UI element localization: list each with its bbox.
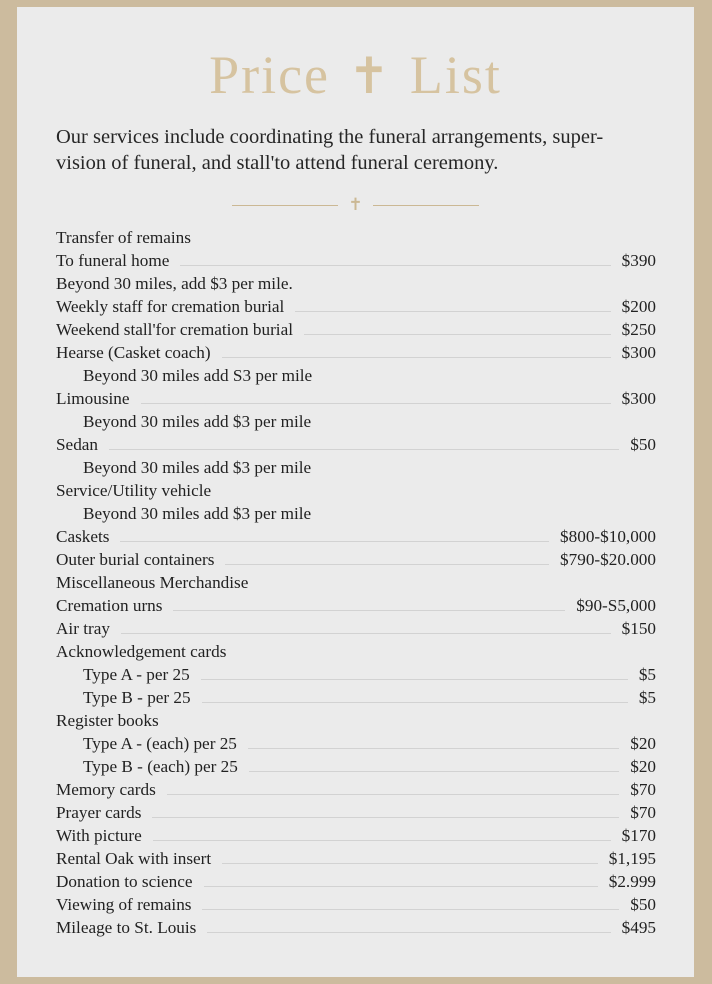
price-row bbox=[56, 573, 656, 596]
leader-line bbox=[249, 771, 619, 772]
item-label: Air tray bbox=[56, 619, 110, 638]
item-label: Beyond 30 miles add $3 per mile bbox=[83, 458, 312, 477]
leader-line bbox=[202, 702, 628, 703]
price-row bbox=[56, 665, 656, 688]
price-row bbox=[56, 734, 656, 757]
item-label: Service/Utility vehicle bbox=[56, 481, 212, 500]
leader-line bbox=[201, 679, 628, 680]
leader-line bbox=[167, 794, 619, 795]
item-price: $50 bbox=[630, 435, 656, 454]
item-price: $90-S5,000 bbox=[576, 596, 656, 615]
price-row bbox=[56, 849, 656, 872]
price-row bbox=[56, 297, 656, 320]
price-row bbox=[56, 596, 656, 619]
item-price: $50 bbox=[630, 895, 656, 914]
item-label: Outer burial containers bbox=[56, 550, 215, 569]
item-price: $2.999 bbox=[608, 872, 656, 891]
page-title bbox=[17, 45, 694, 106]
leader-line bbox=[152, 817, 619, 818]
item-label: Rental Oak with insert bbox=[56, 849, 212, 868]
price-row bbox=[56, 918, 656, 941]
item-price: $495 bbox=[621, 918, 656, 937]
cross-icon: ✝ bbox=[348, 48, 392, 104]
item-price: $390 bbox=[621, 251, 656, 270]
leader-line bbox=[304, 334, 611, 335]
price-row bbox=[56, 550, 656, 573]
leader-line bbox=[222, 357, 611, 358]
leader-line bbox=[222, 863, 598, 864]
ornamental-divider bbox=[17, 193, 694, 217]
item-price: $300 bbox=[621, 389, 656, 408]
price-row bbox=[56, 780, 656, 803]
item-label: Viewing of remains bbox=[56, 895, 192, 914]
item-label: Beyond 30 miles add $3 per mile bbox=[83, 504, 312, 523]
item-label: With picture bbox=[56, 826, 142, 845]
leader-line bbox=[248, 748, 619, 749]
price-list bbox=[56, 228, 656, 941]
price-row bbox=[56, 527, 656, 550]
item-price: $5 bbox=[638, 688, 656, 707]
price-row bbox=[56, 895, 656, 918]
price-row bbox=[56, 872, 656, 895]
item-label: Miscellaneous Merchandise bbox=[56, 573, 249, 592]
price-list-card bbox=[17, 7, 694, 977]
item-label: Memory cards bbox=[56, 780, 156, 799]
item-price: $5 bbox=[638, 665, 656, 684]
price-row bbox=[56, 642, 656, 665]
item-price: $1,195 bbox=[608, 849, 656, 868]
price-row bbox=[56, 389, 656, 412]
intro-line-1: Our services include coordinating the funeral arrangements, super- bbox=[56, 126, 604, 148]
item-label: To funeral home bbox=[56, 251, 170, 270]
item-label: Weekend stall'for cremation burial bbox=[56, 320, 293, 339]
item-label: Weekly staff for cremation burial bbox=[56, 297, 285, 316]
item-label: Type B - per 25 bbox=[83, 688, 191, 707]
item-label: Transfer of remains bbox=[56, 228, 191, 247]
leader-line bbox=[295, 311, 610, 312]
item-price: $150 bbox=[621, 619, 656, 638]
intro-line-2: vision of funeral, and stall'to attend funeral ceremony. bbox=[56, 152, 499, 174]
price-row bbox=[56, 757, 656, 780]
item-label: Hearse (Casket coach) bbox=[56, 343, 211, 362]
price-row bbox=[56, 228, 656, 251]
price-row bbox=[56, 320, 656, 343]
item-label: Beyond 30 miles, add $3 per mile. bbox=[56, 274, 293, 293]
divider-line-left bbox=[232, 205, 338, 206]
price-row bbox=[56, 366, 656, 389]
title-left: Price bbox=[209, 45, 331, 105]
leader-line bbox=[225, 564, 549, 565]
price-row bbox=[56, 504, 656, 527]
price-row bbox=[56, 343, 656, 366]
leader-line bbox=[121, 633, 611, 634]
item-label: Limousine bbox=[56, 389, 130, 408]
item-price: $20 bbox=[630, 734, 656, 753]
item-label: Type A - (each) per 25 bbox=[83, 734, 237, 753]
price-row bbox=[56, 412, 656, 435]
item-label: Cremation urns bbox=[56, 596, 163, 615]
leader-line bbox=[207, 932, 610, 933]
leader-line bbox=[173, 610, 565, 611]
price-row bbox=[56, 274, 656, 297]
item-label: Beyond 30 miles add $3 per mile bbox=[83, 412, 312, 431]
item-price: $70 bbox=[630, 803, 656, 822]
item-label: Donation to science bbox=[56, 872, 193, 891]
price-row bbox=[56, 251, 656, 274]
price-row bbox=[56, 711, 656, 734]
divider-line-right bbox=[373, 205, 479, 206]
price-row bbox=[56, 688, 656, 711]
item-label: Caskets bbox=[56, 527, 110, 546]
item-label: Acknowledgement cards bbox=[56, 642, 227, 661]
item-label: Beyond 30 miles add S3 per mile bbox=[83, 366, 313, 385]
leader-line bbox=[120, 541, 549, 542]
item-label: Type A - per 25 bbox=[83, 665, 190, 684]
price-row bbox=[56, 458, 656, 481]
item-price: $200 bbox=[621, 297, 656, 316]
item-price: $790-$20.000 bbox=[560, 550, 656, 569]
leader-line bbox=[153, 840, 611, 841]
price-row bbox=[56, 435, 656, 458]
leader-line bbox=[204, 886, 598, 887]
item-label: Prayer cards bbox=[56, 803, 142, 822]
item-price: $170 bbox=[621, 826, 656, 845]
price-row bbox=[56, 803, 656, 826]
item-price: $300 bbox=[621, 343, 656, 362]
price-row bbox=[56, 619, 656, 642]
item-label: Mileage to St. Louis bbox=[56, 918, 197, 937]
price-row bbox=[56, 481, 656, 504]
price-row bbox=[56, 826, 656, 849]
leader-line bbox=[141, 403, 611, 404]
item-label: Register books bbox=[56, 711, 159, 730]
item-price: $800-$10,000 bbox=[560, 527, 656, 546]
item-price: $70 bbox=[630, 780, 656, 799]
item-price: $20 bbox=[630, 757, 656, 776]
intro-text bbox=[56, 124, 666, 176]
leader-line bbox=[180, 265, 610, 266]
divider-cross-icon: ✝ bbox=[348, 195, 363, 215]
item-label: Sedan bbox=[56, 435, 99, 454]
leader-line bbox=[202, 909, 619, 910]
item-label: Type B - (each) per 25 bbox=[83, 757, 238, 776]
leader-line bbox=[109, 449, 619, 450]
item-price: $250 bbox=[621, 320, 656, 339]
title-right: List bbox=[409, 45, 502, 105]
